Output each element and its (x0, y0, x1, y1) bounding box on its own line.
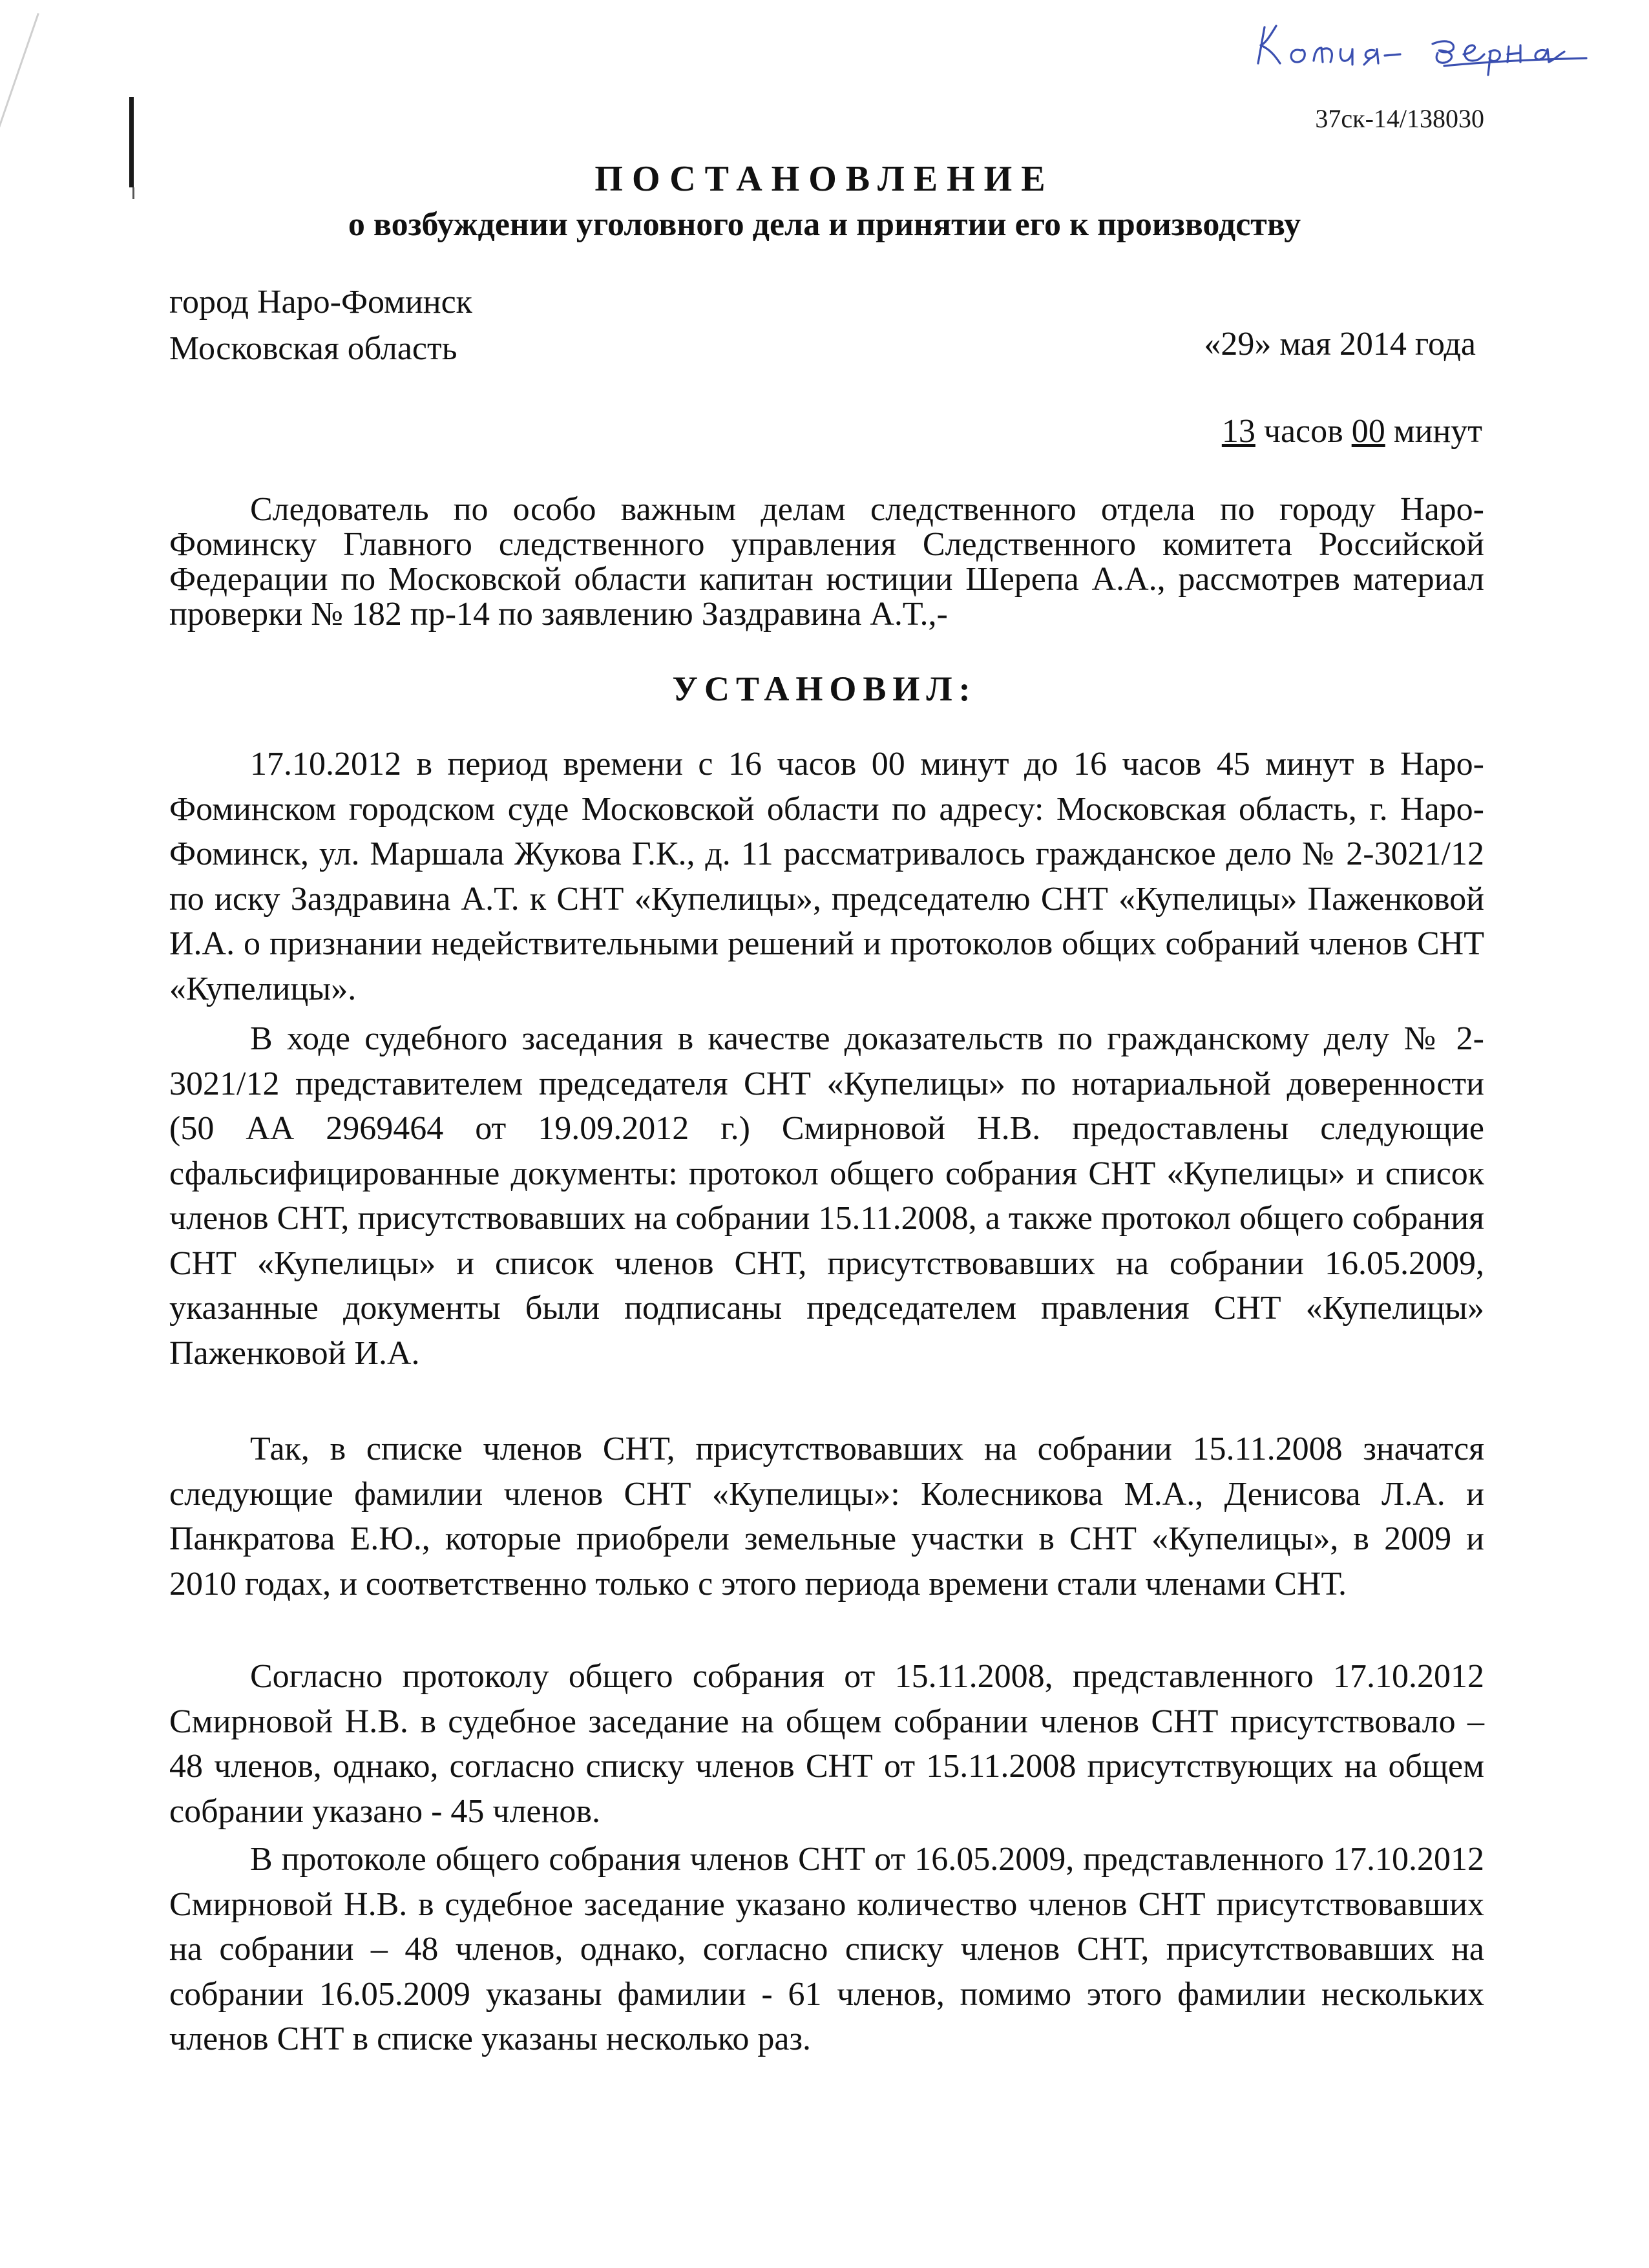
document-subtitle: о возбуждении уголовного дела и принятии его к производству (348, 206, 1301, 243)
body-paragraph: Так, в списке членов СНТ, присутствовавших на собрании 15.11.2008 значатся следующие фамилии членов СНТ «Купелицы»: Колесникова М.А., Денисова Л.А. и Панкратова Е.Ю., которые приобрели земельные участки в СНТ «Купелицы», в 2009 и 2010 годах, и соответственно только с этого периода времени стали членами СНТ. (169, 1431, 1484, 1602)
handwritten-note-copy-true (1250, 13, 1599, 78)
body-paragraph: Согласно протоколу общего собрания от 15.11.2008, представленного 17.10.2012 Смирновой Н.В. в судебное заседание на общем собрании членов СНТ присутствовало – 48 членов, однако, согласно списку членов СНТ от 15.11.2008 присутствующих на общем собрании указано - 45 членов. (169, 1658, 1484, 1830)
document-title: ПОСТАНОВЛЕНИЕ (594, 159, 1055, 199)
time-hours-label: часов (1263, 413, 1343, 450)
body-paragraph: В протоколе общего собрания членов СНТ от 16.05.2009, представленного 17.10.2012 Смирновой Н.В. в судебное заседание указано количество членов СНТ присутствовавших на собрании – 48 членов, однако, согласно списку членов СНТ, присутствовавших на собрании 16.05.2009 указаны фамилии - 61 членов, помимо этого фамилии нескольких членов СНТ в списке указаны несколько раз. (169, 1841, 1484, 2057)
registration-number: 37ск-14/138030 (1315, 104, 1484, 133)
time-hours: 13 (1221, 413, 1255, 450)
place-city: город Наро-Фоминск (169, 284, 472, 320)
document-time (1222, 412, 1482, 450)
body-paragraph: В ходе судебного заседания в качестве доказательств по гражданскому делу № 2-3021/12 представителем председателя СНТ «Купелицы» по нотариальной доверенности (50 АА 2969464 от 19.09.2012 г.) Смирновой Н.В. предоставлены следующие сфальсифицированные документы: протокол общего собрания СНТ «Купелицы» и список членов СНТ, присутствовавших на собрании 15.11.2008, а также протокол общего собрания СНТ «Купелицы» и список членов СНТ, присутствовавших на собрании 16.05.2009, указанные документы были подписаны председателем правления СНТ «Купелицы» Паженковой И.А. (169, 1020, 1484, 1372)
time-minutes: 00 (1351, 413, 1385, 450)
intro-paragraph: Следователь по особо важным делам следственного отдела по городу Наро-Фоминску Главного следственного управления Следственного комитета Российской Федерации по Московской области капитан юстиции Шерепа А.А., рассмотрев материал проверки № 182 пр-14 по заявлению Заздравина А.Т.,- (169, 491, 1484, 633)
section-heading-established: УСТАНОВИЛ: (672, 669, 977, 708)
document-date: «29» мая 2014 года (1204, 326, 1476, 362)
place-region: Московская область (169, 330, 457, 367)
time-minutes-label: минут (1393, 413, 1482, 450)
body-paragraph: 17.10.2012 в период времени с 16 часов 00 минут до 16 часов 45 минут в Наро-Фоминском городском суде Московской области по адресу: Московская область, г. Наро-Фоминск, ул. Маршала Жукова Г.К., д. 11 рассматривалось гражданское дело № 2-3021/12 по иску Заздравина А.Т. к СНТ «Купелицы», председателю СНТ «Купелицы» Паженковой И.А. о признании недействительными решений и протоколов общих собраний членов СНТ «Купелицы». (169, 746, 1484, 1007)
scan-artifact-line (0, 13, 39, 178)
